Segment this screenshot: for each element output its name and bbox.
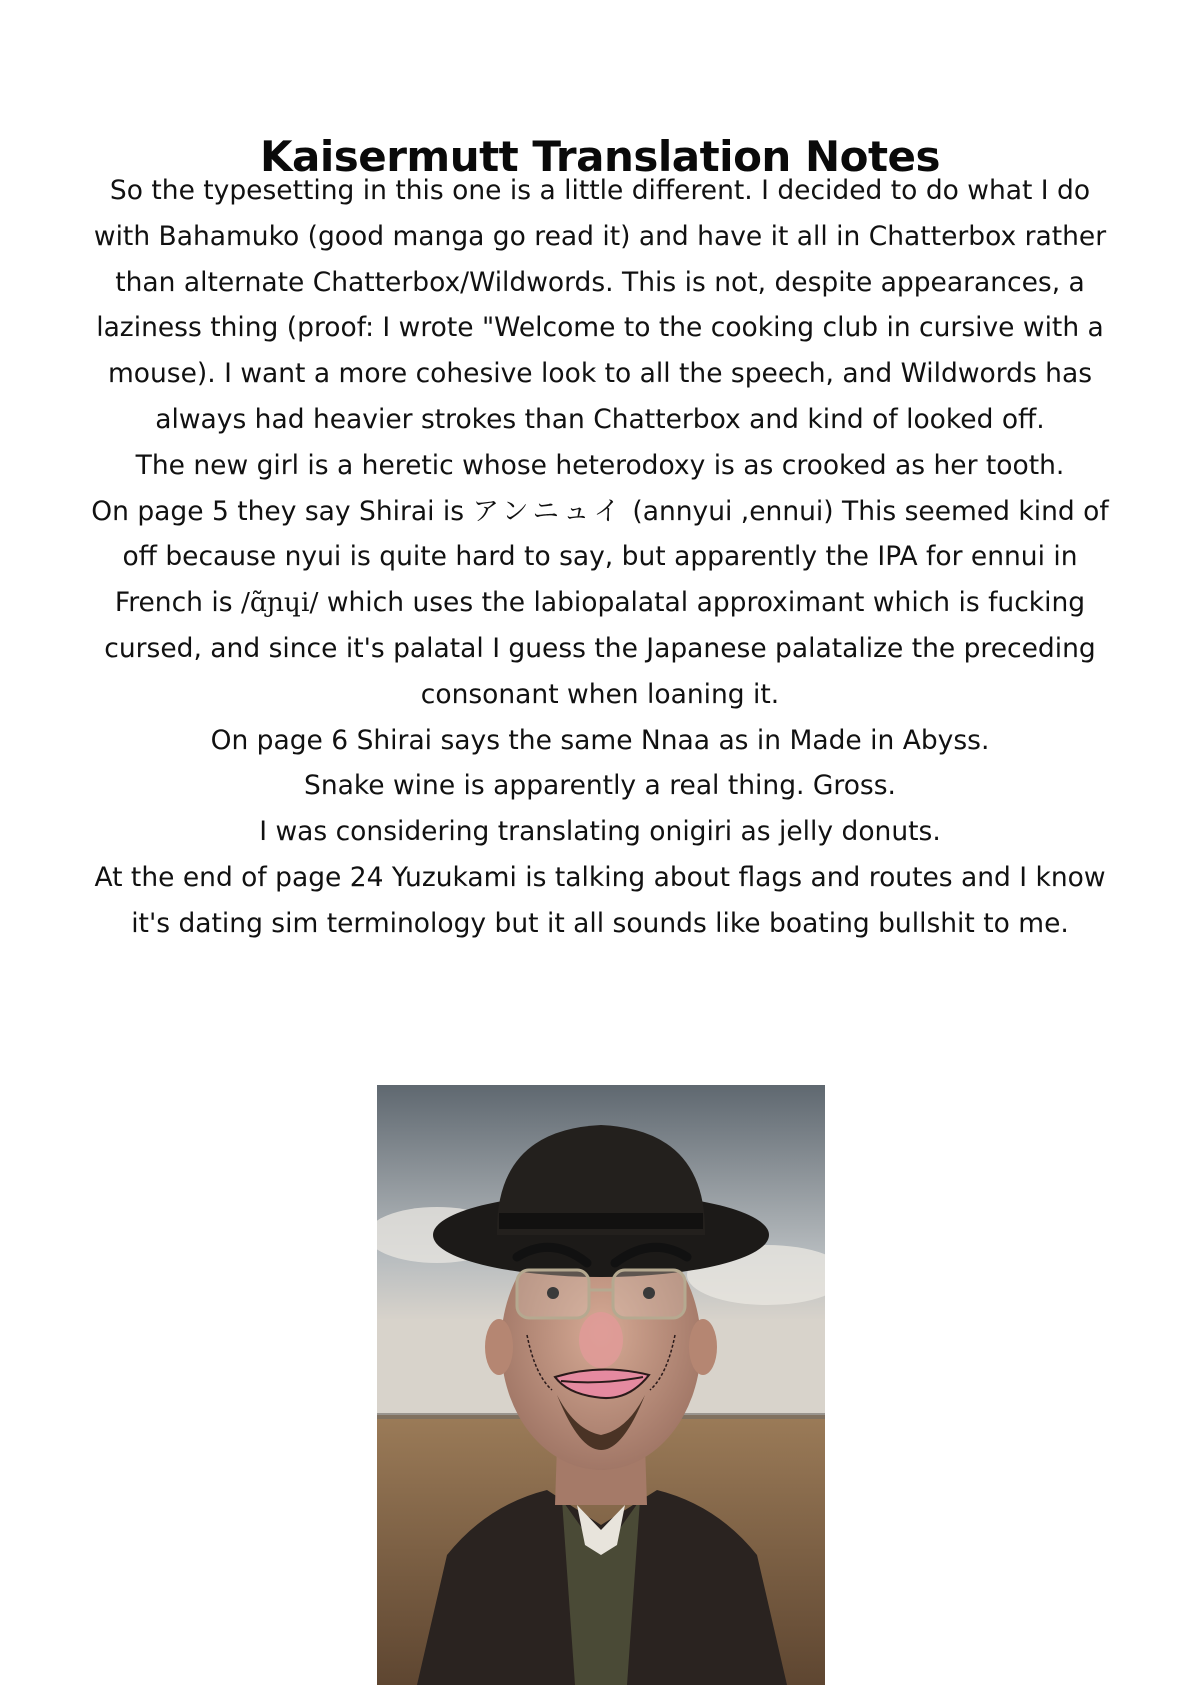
page5-text-tail: which uses the labiopalatal approximant which is fucking cursed, and since it's palatal I guess the Japanese palatalize the preceding consonant when loaning it. (104, 587, 1096, 710)
note-paragraph-snake-wine: Snake wine is apparently a real thing. Gross. (304, 770, 896, 802)
note-paragraph-page5 (80, 489, 1120, 718)
note-paragraph-typesetting: So the typesetting in this one is a little different. I decided to do what I do with Bahamuko (good manga go read it) and have it all in Chatterbox rather than alternate Chatterbox/Wildwords. This is not, despite appearances, a laziness thing (proof: I wrote "Welcome to the cooking club in cursive with a mouse). I want a more cohesive look to all the speech, and Wildwords has always had heavier strokes than Chatterbox and kind of looked off. (93, 175, 1107, 435)
hat-band-shape (499, 1213, 703, 1229)
page5-text-lead: On page 5 they say Shirai is (91, 495, 473, 527)
page5-text-middle: (annyui ,ennui) This seemed kind of off because nyui is quite hard to say, but apparently the IPA for ennui in French is (114, 495, 1109, 619)
note-paragraph-page24: At the end of page 24 Yuzukami is talking about flags and routes and I know it's dating sim terminology but it all sounds like boating bullshit to me. (94, 861, 1106, 939)
drawn-nose (579, 1312, 623, 1368)
katakana-word: アンニュイ (472, 495, 624, 527)
ear-shape (689, 1319, 717, 1375)
page-title: Kaisermutt Translation Notes (259, 132, 941, 182)
notes-body (80, 168, 1120, 947)
note-paragraph-page6: On page 6 Shirai says the same Nnaa as in Made in Abyss. (210, 724, 990, 756)
meme-photo-icon (377, 1085, 825, 1685)
ipa-transcription: /ɑ̃ɲɥi/ (240, 587, 319, 619)
eye-right (643, 1287, 655, 1299)
eye-left (547, 1287, 559, 1299)
note-paragraph-new-girl: The new girl is a heretic whose heterodoxy is as crooked as her tooth. (135, 449, 1065, 481)
note-paragraph-onigiri: I was considering translating onigiri as jelly donuts. (259, 816, 941, 848)
ear-shape (485, 1319, 513, 1375)
